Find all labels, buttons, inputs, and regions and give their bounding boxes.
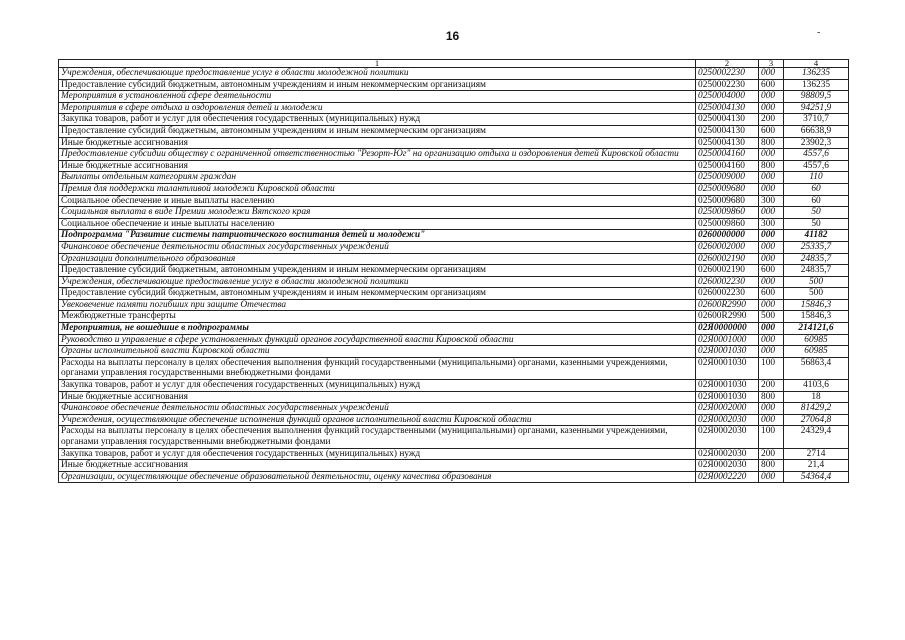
cell-name: Социальное обеспечение и иные выплаты населению xyxy=(59,218,696,230)
cell-target-article: 0250002230 xyxy=(696,68,759,80)
cell-amount: 110 xyxy=(784,172,849,184)
cell-target-article: 02Я0001030 xyxy=(696,380,759,392)
cell-name: Предоставление субсидий бюджетным, автономным учреждениям и иным некоммерческим организациям xyxy=(59,125,696,137)
table-row xyxy=(59,253,849,265)
cell-name: Закупка товаров, работ и услуг для обеспечения государственных (муниципальных) нужд xyxy=(59,114,696,126)
cell-target-article: 0260000000 xyxy=(696,230,759,242)
cell-expense-type: 600 xyxy=(759,79,784,91)
corner-mark: - xyxy=(817,27,821,38)
cell-target-article: 02Я0002030 xyxy=(696,448,759,460)
cell-amount: 500 xyxy=(784,276,849,288)
cell-target-article: 0250002230 xyxy=(696,79,759,91)
cell-name: Иные бюджетные ассигнования xyxy=(59,160,696,172)
cell-target-article: 0250004000 xyxy=(696,91,759,103)
table-row xyxy=(59,471,849,483)
cell-expense-type: 000 xyxy=(759,172,784,184)
cell-expense-type: 600 xyxy=(759,125,784,137)
cell-expense-type: 300 xyxy=(759,195,784,207)
cell-target-article: 0250009000 xyxy=(696,172,759,184)
cell-amount: 25335,7 xyxy=(784,241,849,253)
cell-expense-type: 100 xyxy=(759,357,784,379)
table-row xyxy=(59,334,849,346)
cell-amount: 94251,9 xyxy=(784,102,849,114)
cell-amount: 23902,3 xyxy=(784,137,849,149)
cell-name: Социальное обеспечение и иные выплаты населению xyxy=(59,195,696,207)
cell-expense-type: 800 xyxy=(759,391,784,403)
cell-name: Учреждения, обеспечивающие предоставление услуг в области молодежной политики xyxy=(59,276,696,288)
table-row xyxy=(59,91,849,103)
table-row xyxy=(59,230,849,242)
table-row xyxy=(59,380,849,392)
cell-target-article: 02Я0002030 xyxy=(696,414,759,426)
cell-amount: 15846,3 xyxy=(784,299,849,311)
cell-target-article: 0250004130 xyxy=(696,125,759,137)
cell-expense-type: 000 xyxy=(759,414,784,426)
cell-amount: 66638,9 xyxy=(784,125,849,137)
cell-amount: 50 xyxy=(784,207,849,219)
cell-target-article: 02Я0002220 xyxy=(696,471,759,483)
table-row xyxy=(59,265,849,277)
cell-name: Иные бюджетные ассигнования xyxy=(59,391,696,403)
cell-expense-type: 000 xyxy=(759,346,784,358)
cell-amount: 24835,7 xyxy=(784,253,849,265)
table-row xyxy=(59,311,849,323)
cell-target-article: 02Я0001030 xyxy=(696,391,759,403)
cell-expense-type: 200 xyxy=(759,114,784,126)
cell-amount: 136235 xyxy=(784,68,849,80)
cell-amount: 41182 xyxy=(784,230,849,242)
header-col-name: 1 xyxy=(59,60,696,68)
cell-amount: 98809,5 xyxy=(784,91,849,103)
cell-amount: 18 xyxy=(784,391,849,403)
cell-name: Органы исполнительной власти Кировской области xyxy=(59,346,696,358)
cell-amount: 2714 xyxy=(784,448,849,460)
table-row xyxy=(59,218,849,230)
cell-target-article: 0260002230 xyxy=(696,276,759,288)
cell-expense-type: 000 xyxy=(759,334,784,346)
cell-amount: 60985 xyxy=(784,346,849,358)
cell-name: Премия для поддержки талантливой молодежи Кировской области xyxy=(59,183,696,195)
table-row xyxy=(59,195,849,207)
cell-expense-type: 800 xyxy=(759,460,784,472)
cell-target-article: 0260002000 xyxy=(696,241,759,253)
header-row xyxy=(59,60,849,68)
cell-amount: 4557,6 xyxy=(784,160,849,172)
cell-target-article: 02Я0001030 xyxy=(696,346,759,358)
table-row xyxy=(59,102,849,114)
cell-expense-type: 000 xyxy=(759,183,784,195)
table-row xyxy=(59,207,849,219)
header-col-csr: 2 xyxy=(696,60,759,68)
cell-expense-type: 000 xyxy=(759,299,784,311)
cell-name: Иные бюджетные ассигнования xyxy=(59,137,696,149)
cell-name: Закупка товаров, работ и услуг для обеспечения государственных (муниципальных) нужд xyxy=(59,380,696,392)
table-row xyxy=(59,323,849,335)
table-row xyxy=(59,125,849,137)
cell-name: Выплаты отдельным категориям граждан xyxy=(59,172,696,184)
cell-expense-type: 000 xyxy=(759,253,784,265)
cell-name: Социальная выплата в виде Премии молодежи Вятского края xyxy=(59,207,696,219)
table-row xyxy=(59,346,849,358)
cell-name: Финансовое обеспечение деятельности областных государственных учреждений xyxy=(59,403,696,415)
cell-amount: 24835,7 xyxy=(784,265,849,277)
cell-amount: 4557,6 xyxy=(784,149,849,161)
cell-amount: 15846,3 xyxy=(784,311,849,323)
cell-name: Подпрограмма "Развитие системы патриотического воспитания детей и молодежи" xyxy=(59,230,696,242)
cell-name: Учреждения, обеспечивающие предоставление услуг в области молодежной политики xyxy=(59,68,696,80)
cell-target-article: 0250004160 xyxy=(696,149,759,161)
cell-expense-type: 200 xyxy=(759,448,784,460)
table-row xyxy=(59,79,849,91)
cell-name: Организации, осуществляющие обеспечение образовательной деятельности, оценку качества образования xyxy=(59,471,696,483)
table-row xyxy=(59,276,849,288)
cell-name: Мероприятия, не вошедшие в подпрограммы xyxy=(59,323,696,335)
cell-expense-type: 000 xyxy=(759,149,784,161)
table-row xyxy=(59,68,849,80)
header-col-sum: 4 xyxy=(784,60,849,68)
cell-amount: 4103,6 xyxy=(784,380,849,392)
cell-expense-type: 000 xyxy=(759,207,784,219)
table-row xyxy=(59,137,849,149)
cell-name: Предоставление субсидий бюджетным, автономным учреждениям и иным некоммерческим организациям xyxy=(59,265,696,277)
page-number: 16 xyxy=(445,29,460,43)
table-row xyxy=(59,114,849,126)
cell-amount: 136235 xyxy=(784,79,849,91)
cell-expense-type: 000 xyxy=(759,91,784,103)
cell-amount: 21,4 xyxy=(784,460,849,472)
cell-expense-type: 000 xyxy=(759,68,784,80)
cell-amount: 81429,2 xyxy=(784,403,849,415)
cell-expense-type: 100 xyxy=(759,426,784,448)
table-body xyxy=(59,68,849,483)
cell-expense-type: 600 xyxy=(759,265,784,277)
cell-target-article: 02Я0000000 xyxy=(696,323,759,335)
table-row xyxy=(59,357,849,379)
cell-target-article: 0250009680 xyxy=(696,195,759,207)
cell-amount: 54364,4 xyxy=(784,471,849,483)
header-col-vr: 3 xyxy=(759,60,784,68)
cell-name: Иные бюджетные ассигнования xyxy=(59,460,696,472)
cell-target-article: 0250009860 xyxy=(696,207,759,219)
cell-amount: 60 xyxy=(784,183,849,195)
cell-name: Руководство и управление в сфере установленных функций органов государственной власти Кировской области xyxy=(59,334,696,346)
table-row xyxy=(59,414,849,426)
cell-name: Организации дополнительного образования xyxy=(59,253,696,265)
cell-name: Мероприятия в сфере отдыха и оздоровления детей и молодежи xyxy=(59,102,696,114)
cell-amount: 50 xyxy=(784,218,849,230)
cell-expense-type: 500 xyxy=(759,311,784,323)
cell-target-article: 0250004130 xyxy=(696,137,759,149)
table-row xyxy=(59,299,849,311)
table-row xyxy=(59,391,849,403)
cell-name: Финансовое обеспечение деятельности областных государственных учреждений xyxy=(59,241,696,253)
table-row xyxy=(59,241,849,253)
cell-target-article: 02Я0001000 xyxy=(696,334,759,346)
cell-amount: 56863,4 xyxy=(784,357,849,379)
table-row xyxy=(59,448,849,460)
cell-target-article: 0250004130 xyxy=(696,102,759,114)
cell-target-article: 0250004160 xyxy=(696,160,759,172)
cell-expense-type: 800 xyxy=(759,137,784,149)
cell-target-article: 0260002190 xyxy=(696,253,759,265)
cell-expense-type: 200 xyxy=(759,380,784,392)
cell-amount: 60 xyxy=(784,195,849,207)
cell-name: Расходы на выплаты персоналу в целях обеспечения выполнения функций государственными (муниципальными) органами, казенными учреждениями, органами управления государственными внебюджетными фондами xyxy=(59,426,696,448)
cell-expense-type: 000 xyxy=(759,403,784,415)
table-row xyxy=(59,403,849,415)
cell-name: Мероприятия в установленной сфере деятельности xyxy=(59,91,696,103)
cell-target-article: 0260002230 xyxy=(696,288,759,300)
cell-name: Учреждения, осуществляющие обеспечение исполнения функций органов исполнительной власти Кировской области xyxy=(59,414,696,426)
table-row xyxy=(59,183,849,195)
table-row xyxy=(59,460,849,472)
cell-name: Предоставление субсидий бюджетным, автономным учреждениям и иным некоммерческим организациям xyxy=(59,79,696,91)
cell-expense-type: 000 xyxy=(759,323,784,335)
cell-name: Расходы на выплаты персоналу в целях обеспечения выполнения функций государственными (муниципальными) органами, казенными учреждениями, органами управления государственными внебюджетными фондами xyxy=(59,357,696,379)
table-row xyxy=(59,160,849,172)
cell-amount: 500 xyxy=(784,288,849,300)
table-row xyxy=(59,149,849,161)
cell-amount: 3710,7 xyxy=(784,114,849,126)
cell-name: Межбюджетные трансферты xyxy=(59,311,696,323)
cell-target-article: 02Я0001030 xyxy=(696,357,759,379)
cell-amount: 24329,4 xyxy=(784,426,849,448)
cell-name: Предоставление субсидии обществу с ограниченной ответственностью "Резорт-Юг" на организацию отдыха и оздоровления детей Кировской области xyxy=(59,149,696,161)
cell-target-article: 02Я0002000 xyxy=(696,403,759,415)
budget-table xyxy=(58,59,849,483)
cell-target-article: 0260002190 xyxy=(696,265,759,277)
cell-target-article: 02Я0002030 xyxy=(696,426,759,448)
cell-expense-type: 000 xyxy=(759,230,784,242)
cell-name: Предоставление субсидий бюджетным, автономным учреждениям и иным некоммерческим организациям xyxy=(59,288,696,300)
cell-target-article: 02Я0002030 xyxy=(696,460,759,472)
cell-expense-type: 000 xyxy=(759,471,784,483)
cell-target-article: 02600R2990 xyxy=(696,299,759,311)
cell-amount: 27064,8 xyxy=(784,414,849,426)
cell-amount: 60985 xyxy=(784,334,849,346)
cell-expense-type: 800 xyxy=(759,160,784,172)
cell-expense-type: 600 xyxy=(759,288,784,300)
cell-expense-type: 000 xyxy=(759,102,784,114)
table-row xyxy=(59,426,849,448)
cell-expense-type: 000 xyxy=(759,241,784,253)
cell-target-article: 0250004130 xyxy=(696,114,759,126)
cell-target-article: 0250009860 xyxy=(696,218,759,230)
cell-name: Закупка товаров, работ и услуг для обеспечения государственных (муниципальных) нужд xyxy=(59,448,696,460)
table-row xyxy=(59,172,849,184)
cell-expense-type: 300 xyxy=(759,218,784,230)
table-row xyxy=(59,288,849,300)
cell-amount: 214121,6 xyxy=(784,323,849,335)
cell-expense-type: 000 xyxy=(759,276,784,288)
cell-name: Увековечение памяти погибших при защите Отечества xyxy=(59,299,696,311)
cell-target-article: 02600R2990 xyxy=(696,311,759,323)
cell-target-article: 0250009680 xyxy=(696,183,759,195)
